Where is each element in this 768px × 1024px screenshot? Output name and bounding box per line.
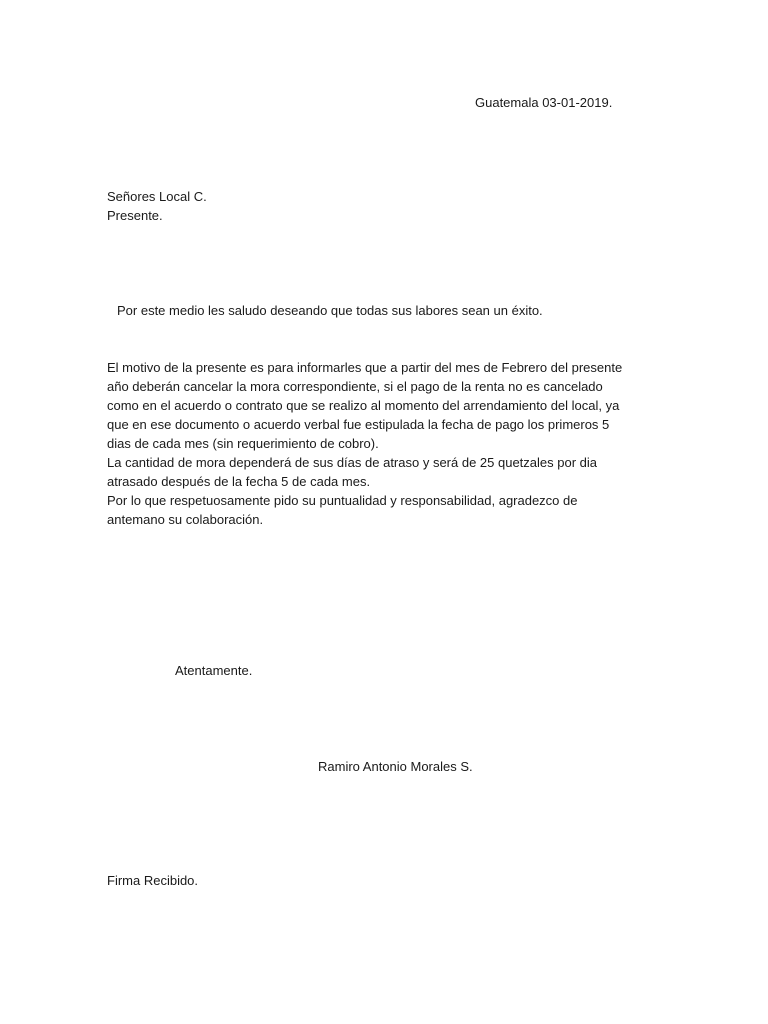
letter-recipient: Señores Local C. (107, 189, 207, 204)
body-line: dias de cada mes (sin requerimiento de cobro). (107, 436, 379, 451)
letter-greeting: Por este medio les saludo deseando que todas sus labores sean un éxito. (117, 303, 543, 318)
body-line: atrasado después de la fecha 5 de cada mes. (107, 474, 371, 489)
body-line: El motivo de la presente es para informarles que a partir del mes de Febrero del presente (107, 360, 623, 375)
letter-date: Guatemala 03-01-2019. (475, 95, 613, 110)
letter-receipt-signature: Firma Recibido. (107, 873, 199, 888)
body-line: La cantidad de mora dependerá de sus días de atraso y será de 25 quetzales por dia (107, 455, 597, 470)
body-line: año deberán cancelar la mora correspondiente, si el pago de la renta no es cancelado (107, 379, 603, 394)
body-line: antemano su colaboración. (107, 512, 264, 527)
letter-presente: Presente. (107, 208, 163, 223)
body-line: que en ese documento o acuerdo verbal fue estipulada la fecha de pago los primeros 5 (107, 417, 610, 432)
letter-body (107, 358, 667, 529)
letter-signer: Ramiro Antonio Morales S. (318, 759, 473, 774)
body-line: Por lo que respetuosamente pido su puntualidad y responsabilidad, agradezco de (107, 493, 578, 508)
body-line: como en el acuerdo o contrato que se realizo al momento del arrendamiento del local, ya (107, 398, 620, 413)
letter-closing: Atentamente. (175, 663, 253, 678)
